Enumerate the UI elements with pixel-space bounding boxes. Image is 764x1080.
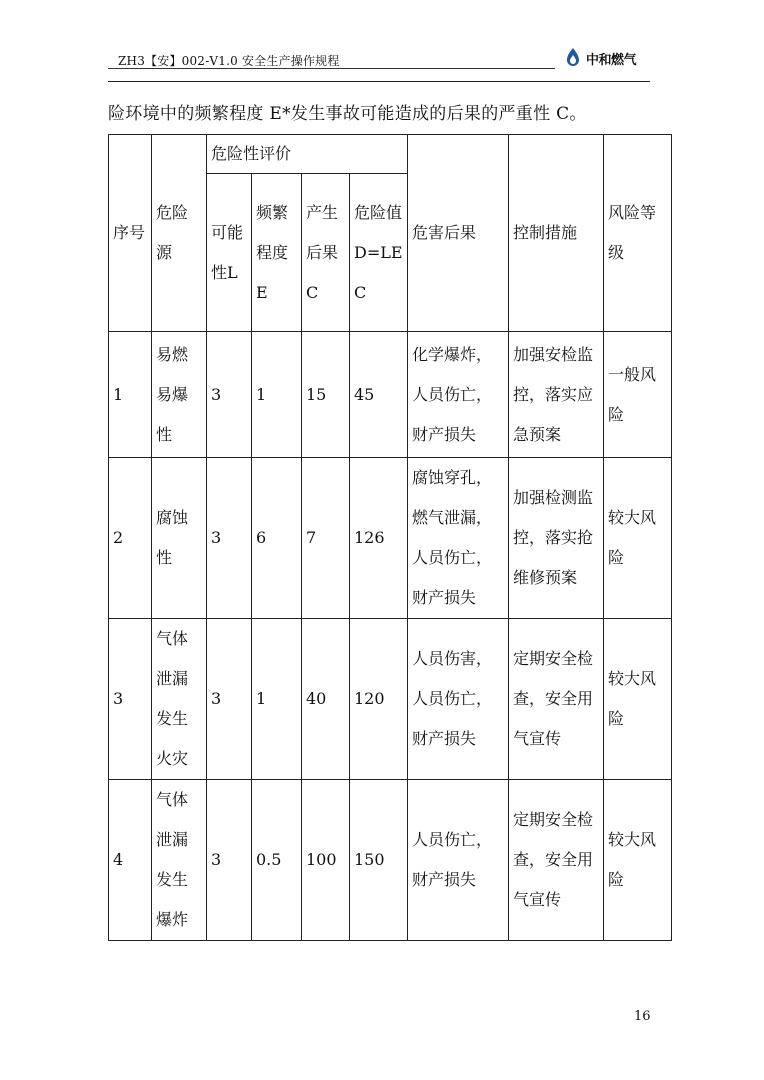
company-logo bbox=[564, 47, 654, 69]
row-L: 3 bbox=[207, 619, 252, 780]
intro-paragraph: 险环境中的频繁程度 E*发生事故可能造成的后果的严重性 C。 bbox=[108, 104, 587, 124]
row-consequence: 人员伤害，人员伤亡，财产损失 bbox=[408, 619, 509, 780]
row-D: 45 bbox=[350, 332, 408, 458]
row-measures: 定期安全检查，安全用气宣传 bbox=[509, 619, 604, 780]
page-number: 16 bbox=[634, 1009, 651, 1024]
header-index: 序号 bbox=[109, 135, 152, 332]
row-consequence: 人员伤亡，财产损失 bbox=[408, 780, 509, 941]
row-level: 一般风险 bbox=[604, 332, 672, 458]
row-level: 较大风险 bbox=[604, 619, 672, 780]
row-E: 1 bbox=[252, 619, 302, 780]
row-level: 较大风险 bbox=[604, 780, 672, 941]
row-D: 120 bbox=[350, 619, 408, 780]
header-L: 可能性L bbox=[207, 174, 252, 332]
table-row bbox=[109, 780, 672, 941]
row-measures: 加强检测监控，落实抢维修预案 bbox=[509, 458, 604, 619]
row-C: 100 bbox=[302, 780, 350, 941]
row-hazard: 腐蚀性 bbox=[152, 458, 207, 619]
row-consequence: 化学爆炸，人员伤亡，财产损失 bbox=[408, 332, 509, 458]
header-rule bbox=[108, 68, 555, 69]
row-hazard: 气体泄漏发生爆炸 bbox=[152, 780, 207, 941]
header-rule-bottom bbox=[108, 81, 650, 82]
row-L: 3 bbox=[207, 780, 252, 941]
row-measures: 定期安全检查，安全用气宣传 bbox=[509, 780, 604, 941]
header-hazard: 危险源 bbox=[152, 135, 207, 332]
header-D: 危险值D=LEC bbox=[350, 174, 408, 332]
row-index: 3 bbox=[109, 619, 152, 780]
row-D: 150 bbox=[350, 780, 408, 941]
row-hazard: 易燃易爆性 bbox=[152, 332, 207, 458]
table-header-row-1 bbox=[109, 135, 672, 174]
row-consequence: 腐蚀穿孔，燃气泄漏，人员伤亡，财产损失 bbox=[408, 458, 509, 619]
header-E: 频繁程度E bbox=[252, 174, 302, 332]
row-L: 3 bbox=[207, 458, 252, 619]
table-row bbox=[109, 458, 672, 619]
row-index: 4 bbox=[109, 780, 152, 941]
header-level: 风险等级 bbox=[604, 135, 672, 332]
row-level: 较大风险 bbox=[604, 458, 672, 619]
row-C: 7 bbox=[302, 458, 350, 619]
header-evaluation: 危险性评价 bbox=[207, 135, 408, 174]
table-row bbox=[109, 332, 672, 458]
row-L: 3 bbox=[207, 332, 252, 458]
row-E: 6 bbox=[252, 458, 302, 619]
risk-assessment-table bbox=[108, 134, 672, 941]
header-C: 产生后果C bbox=[302, 174, 350, 332]
row-D: 126 bbox=[350, 458, 408, 619]
logo-text: 中和燃气 bbox=[586, 53, 637, 68]
row-measures: 加强安检监控，落实应急预案 bbox=[509, 332, 604, 458]
row-C: 15 bbox=[302, 332, 350, 458]
row-E: 1 bbox=[252, 332, 302, 458]
row-index: 1 bbox=[109, 332, 152, 458]
flame-icon bbox=[564, 47, 582, 67]
table-row bbox=[109, 619, 672, 780]
row-E: 0.5 bbox=[252, 780, 302, 941]
header-measures: 控制措施 bbox=[509, 135, 604, 332]
row-index: 2 bbox=[109, 458, 152, 619]
document-title: ZH3【安】002-V1.0 安全生产操作规程 bbox=[118, 54, 340, 68]
row-C: 40 bbox=[302, 619, 350, 780]
header-consequence: 危害后果 bbox=[408, 135, 509, 332]
row-hazard: 气体泄漏发生火灾 bbox=[152, 619, 207, 780]
